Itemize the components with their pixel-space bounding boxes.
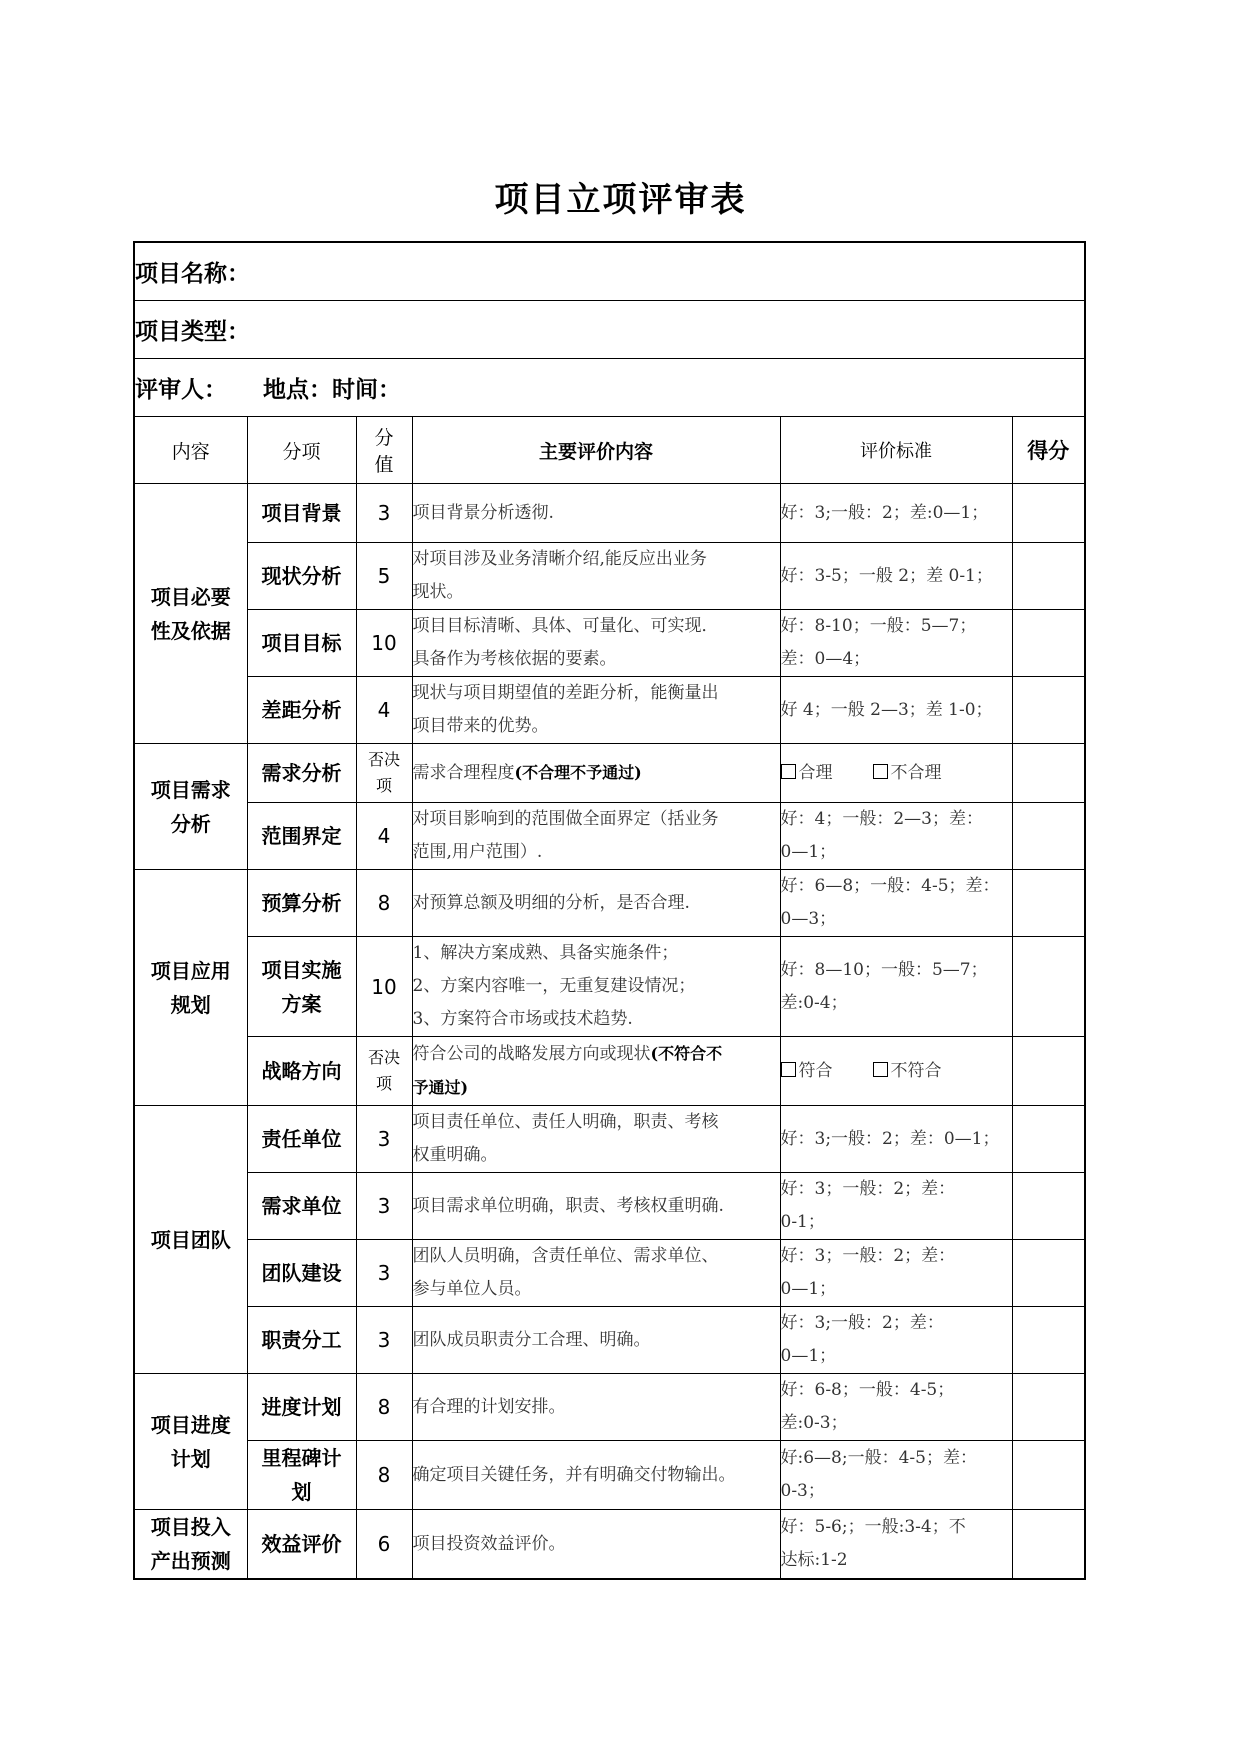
- category-cell: [134, 744, 247, 870]
- score-input-cell[interactable]: [1012, 937, 1085, 1037]
- checkbox-option[interactable]: [873, 1055, 942, 1088]
- main-content-text: 项目需求单位明确，职责、考核权重明确.: [412, 1195, 724, 1216]
- checkbox-option[interactable]: [873, 757, 942, 790]
- value-label: 3: [377, 1127, 391, 1151]
- main-content-text: 3、方案符合市场或技术趋势.: [412, 1009, 633, 1029]
- main-content-text: 符合公司的战略发展方向或现状: [412, 1044, 651, 1064]
- main-content-cell: [412, 744, 780, 803]
- criteria-row: [134, 1106, 1085, 1173]
- item-label: 项目实施: [261, 957, 342, 982]
- criteria-text: 好：8-10；一般：5—7；: [780, 616, 977, 636]
- score-input-cell[interactable]: [1012, 1510, 1085, 1580]
- criteria-text: 好：4；一般：2—3；差：: [780, 809, 983, 829]
- item-label: 职责分工: [261, 1328, 342, 1352]
- main-content-text: 现状。: [412, 582, 464, 602]
- value-label: 10: [371, 974, 397, 999]
- main-content-text: 具备作为考核依据的要素。: [412, 649, 617, 669]
- category-label: 项目进度: [150, 1412, 231, 1437]
- criteria-cell: [780, 484, 1012, 543]
- item-cell: [247, 1240, 356, 1307]
- criteria-row: [134, 1374, 1085, 1441]
- value-cell: [356, 870, 412, 937]
- score-input-cell[interactable]: [1012, 677, 1085, 744]
- main-content-text: 项目投资效益评价。: [412, 1533, 566, 1554]
- criteria-cell: [780, 870, 1012, 937]
- category-label: 项目团队: [150, 1227, 231, 1252]
- item-cell: [247, 543, 356, 610]
- item-cell: [247, 1106, 356, 1173]
- category-label: 项目必要: [150, 584, 231, 609]
- criteria-cell: [780, 1106, 1012, 1173]
- score-input-cell[interactable]: [1012, 1037, 1085, 1106]
- criteria-cell: [780, 1307, 1012, 1374]
- main-content-cell: [412, 1307, 780, 1374]
- score-input-cell[interactable]: [1012, 1441, 1085, 1510]
- item-label: 方案: [281, 991, 322, 1016]
- score-input-cell[interactable]: [1012, 1173, 1085, 1240]
- project-name-field[interactable]: 项目名称：: [134, 242, 1085, 301]
- item-label: 需求分析: [261, 761, 342, 785]
- main-content-text: 对预算总额及明细的分析，是否合理.: [412, 892, 690, 913]
- value-label: 项: [375, 776, 392, 795]
- item-label: 项目目标: [261, 631, 342, 655]
- criteria-text: 好:6—8;一般：4-5；差：: [780, 1448, 977, 1468]
- criteria-cell: [780, 1441, 1012, 1510]
- item-cell: [247, 803, 356, 870]
- category-label: 项目应用: [150, 958, 231, 983]
- criteria-row: [134, 937, 1085, 1037]
- value-cell: [356, 1441, 412, 1510]
- value-cell: [356, 803, 412, 870]
- main-content-cell: [412, 1037, 780, 1106]
- item-cell: [247, 1173, 356, 1240]
- criteria-text: 0—1；: [780, 842, 837, 862]
- score-input-cell[interactable]: [1012, 1106, 1085, 1173]
- criteria-text: 好：6—8；一般：4-5；差：: [780, 876, 1000, 896]
- criteria-row: [134, 543, 1085, 610]
- checkbox-icon[interactable]: [873, 764, 888, 779]
- column-header-content: 内容: [134, 417, 247, 484]
- criteria-text: 好：5-6;；一般:3-4；不: [780, 1517, 966, 1537]
- main-content-cell: [412, 610, 780, 677]
- reviewer-field[interactable]: 评审人：: [135, 377, 227, 403]
- criteria-text: 差:0-4；: [780, 992, 848, 1013]
- value-cell: [356, 937, 412, 1037]
- value-label: 8: [377, 891, 391, 915]
- item-label: 责任单位: [261, 1127, 342, 1151]
- category-label: 产出预测: [150, 1549, 231, 1573]
- column-header-main-content: 主要评价内容: [412, 417, 780, 484]
- item-label: 范围界定: [261, 824, 342, 848]
- value-cell: [356, 1374, 412, 1441]
- time-field[interactable]: 时间：: [332, 377, 401, 403]
- category-label: 项目需求: [150, 777, 231, 802]
- item-label: 战略方向: [261, 1059, 342, 1083]
- main-content-cell: [412, 1240, 780, 1307]
- value-cell: [356, 1106, 412, 1173]
- checkbox-label: 不符合: [890, 1060, 942, 1081]
- value-cell: [356, 1037, 412, 1106]
- criteria-cell: [780, 1240, 1012, 1307]
- value-cell: [356, 677, 412, 744]
- veto-note: (不合理不予通过): [514, 763, 642, 782]
- value-cell: [356, 744, 412, 803]
- criteria-row: [134, 1240, 1085, 1307]
- criteria-text: 0—1；: [780, 1346, 837, 1366]
- item-label: 划: [291, 1480, 312, 1504]
- value-cell: [356, 610, 412, 677]
- column-header-value: [356, 417, 412, 484]
- category-label: 计划: [170, 1446, 211, 1471]
- category-label: 规划: [170, 992, 211, 1017]
- value-cell: [356, 1510, 412, 1580]
- score-input-cell[interactable]: [1012, 484, 1085, 543]
- item-label: 进度计划: [261, 1395, 342, 1419]
- main-content-cell: [412, 1374, 780, 1441]
- value-cell: [356, 484, 412, 543]
- category-label: 项目投入: [150, 1515, 231, 1539]
- item-cell: [247, 610, 356, 677]
- value-label: 否决: [367, 1048, 400, 1067]
- criteria-cell: [780, 1173, 1012, 1240]
- value-label: 5: [377, 564, 391, 588]
- criteria-text: 好：3；一般：2；差：: [780, 1179, 956, 1199]
- item-cell: [247, 1510, 356, 1580]
- item-label: 预算分析: [261, 891, 342, 915]
- criteria-text: 好：3;一般：2；差：: [780, 1313, 944, 1333]
- score-input-cell[interactable]: [1012, 1240, 1085, 1307]
- item-cell: [247, 677, 356, 744]
- value-label: 否决: [367, 750, 400, 769]
- main-content-text: 对项目涉及业务清晰介绍,能反应出业务: [412, 549, 707, 569]
- item-label: 里程碑计: [261, 1446, 342, 1470]
- main-content-text: 项目目标清晰、具体、可量化、可实现．: [412, 616, 719, 636]
- project-type-field[interactable]: 项目类型：: [134, 301, 1085, 359]
- checkbox-icon[interactable]: [781, 764, 796, 779]
- main-content-text: 2、方案内容唯一，无重复建设情况；: [412, 976, 696, 996]
- main-content-text: 项目带来的优势。: [412, 716, 549, 736]
- value-cell: [356, 1240, 412, 1307]
- criteria-cell: [780, 1510, 1012, 1580]
- value-label: 项: [375, 1074, 392, 1093]
- value-label: 3: [377, 1328, 391, 1352]
- criteria-row: [134, 1441, 1085, 1510]
- item-cell: [247, 744, 356, 803]
- reviewer-row: [134, 359, 1085, 417]
- criteria-cell: [780, 1374, 1012, 1441]
- item-label: 效益评价: [261, 1532, 342, 1556]
- criteria-text: 0—3；: [780, 909, 837, 929]
- score-input-cell[interactable]: [1012, 744, 1085, 803]
- item-label: 项目背景: [261, 501, 342, 525]
- category-cell: [134, 484, 247, 744]
- value-label: 3: [377, 1194, 391, 1218]
- veto-note: 予通过): [412, 1078, 469, 1097]
- veto-note: (不符合不: [650, 1044, 723, 1063]
- criteria-text: 好：8—10；一般：5—7；: [780, 959, 988, 980]
- main-content-text: 对项目影响到的范围做全面界定（括业务: [412, 809, 719, 829]
- criteria-cell: [780, 803, 1012, 870]
- item-cell: [247, 1441, 356, 1510]
- item-cell: [247, 1374, 356, 1441]
- item-label: 差距分析: [261, 698, 342, 722]
- main-content-cell: [412, 1510, 780, 1580]
- criteria-text: 好：3;一般：2；差：0—1；: [780, 1128, 1000, 1149]
- criteria-row: [134, 803, 1085, 870]
- value-label: 3: [377, 1261, 391, 1285]
- item-label: 现状分析: [261, 564, 342, 588]
- main-content-text: 有合理的计划安排。: [412, 1396, 566, 1417]
- criteria-text: 好：6-8；一般：4-5；: [780, 1380, 955, 1400]
- checkbox-label: 符合: [798, 1060, 833, 1081]
- criteria-cell: [780, 1037, 1012, 1106]
- main-content-cell: [412, 937, 780, 1037]
- main-content-cell: [412, 543, 780, 610]
- criteria-row: [134, 870, 1085, 937]
- item-cell: [247, 1307, 356, 1374]
- category-cell: [134, 870, 247, 1106]
- project-name-row: [134, 242, 1085, 301]
- item-label: 团队建设: [261, 1261, 342, 1285]
- criteria-cell: [780, 744, 1012, 803]
- criteria-text: 达标:1-2: [780, 1550, 848, 1570]
- criteria-text: 0-1；: [780, 1212, 825, 1232]
- main-content-cell: [412, 1173, 780, 1240]
- value-label: 4: [377, 824, 391, 848]
- item-cell: [247, 1037, 356, 1106]
- main-content-text: 1、解决方案成熟、具备实施条件；: [412, 943, 679, 963]
- value-label: 8: [377, 1463, 391, 1487]
- main-content-text: 项目背景分析透彻.: [412, 502, 554, 523]
- location-field[interactable]: 地点：: [263, 377, 332, 403]
- main-content-text: 团队人员明确，含责任单位、需求单位、: [412, 1246, 719, 1266]
- column-header-score: 得分: [1012, 417, 1085, 484]
- value-cell: [356, 1173, 412, 1240]
- main-content-cell: [412, 484, 780, 543]
- value-label: 3: [377, 501, 391, 525]
- score-input-cell[interactable]: [1012, 870, 1085, 937]
- value-label: 6: [377, 1532, 391, 1556]
- criteria-cell: [780, 543, 1012, 610]
- score-input-cell[interactable]: [1012, 543, 1085, 610]
- checkbox-label: 合理: [798, 762, 833, 783]
- criteria-row: [134, 1307, 1085, 1374]
- main-content-text: 范围,用户范围）.: [412, 842, 543, 862]
- checkbox-icon[interactable]: [873, 1062, 888, 1077]
- column-header-item: 分项: [247, 417, 356, 484]
- column-header-value-line: 值: [374, 454, 394, 476]
- column-header-criteria: 评价标准: [780, 417, 1012, 484]
- criteria-row: [134, 484, 1085, 543]
- main-content-text: 现状与项目期望值的差距分析，能衡量出: [412, 683, 719, 703]
- item-cell: [247, 870, 356, 937]
- checkbox-option[interactable]: [781, 1055, 833, 1088]
- main-content-cell: [412, 870, 780, 937]
- value-cell: [356, 1307, 412, 1374]
- score-input-cell[interactable]: [1012, 1374, 1085, 1441]
- column-header-row: [134, 417, 1085, 484]
- criteria-row: [134, 1510, 1085, 1580]
- criteria-row: [134, 1173, 1085, 1240]
- main-content-text: 参与单位人员。: [412, 1279, 532, 1299]
- criteria-text: 差:0-3；: [780, 1413, 848, 1433]
- main-content-text: 团队成员职责分工合理、明确。: [412, 1329, 651, 1350]
- criteria-text: 0-3；: [780, 1481, 825, 1501]
- main-content-text: 需求合理程度: [412, 763, 515, 783]
- criteria-cell: [780, 677, 1012, 744]
- category-label: 性及依据: [150, 618, 231, 643]
- category-label: 分析: [170, 811, 211, 836]
- value-label: 8: [377, 1395, 391, 1419]
- criteria-text: 好：3；一般：2；差：: [780, 1246, 956, 1266]
- criteria-text: 好 4；一般 2—3；差 1-0；: [780, 699, 993, 720]
- criteria-text: 好：3;一般：2；差:0—1；: [780, 502, 989, 523]
- checkbox-label: 不合理: [890, 762, 942, 783]
- criteria-row: [134, 744, 1085, 803]
- column-header-value-line: 分: [374, 427, 394, 449]
- main-content-cell: [412, 1106, 780, 1173]
- category-cell: [134, 1374, 247, 1510]
- main-content-cell: [412, 803, 780, 870]
- item-cell: [247, 484, 356, 543]
- checkbox-icon[interactable]: [781, 1062, 796, 1077]
- item-cell: [247, 937, 356, 1037]
- value-cell: [356, 543, 412, 610]
- review-form-table: [133, 241, 1086, 1580]
- main-content-cell: [412, 1441, 780, 1510]
- value-label: 4: [377, 698, 391, 722]
- project-type-row: [134, 301, 1085, 359]
- value-label: 10: [371, 631, 397, 655]
- criteria-cell: [780, 610, 1012, 677]
- score-input-cell[interactable]: [1012, 1307, 1085, 1374]
- main-content-cell: [412, 677, 780, 744]
- score-input-cell[interactable]: [1012, 610, 1085, 677]
- item-label: 需求单位: [261, 1194, 342, 1218]
- main-content-text: 确定项目关键任务，并有明确交付物输出。: [412, 1464, 736, 1485]
- score-input-cell[interactable]: [1012, 803, 1085, 870]
- criteria-text: 差：0—4；: [780, 649, 871, 669]
- checkbox-option[interactable]: [781, 757, 833, 790]
- criteria-text: 0—1；: [780, 1279, 837, 1299]
- criteria-row: [134, 677, 1085, 744]
- criteria-row: [134, 610, 1085, 677]
- criteria-cell: [780, 937, 1012, 1037]
- page-title: 项目立项评审表: [494, 180, 747, 220]
- criteria-row: [134, 1037, 1085, 1106]
- main-content-text: 项目责任单位、责任人明确，职责、考核: [412, 1112, 719, 1132]
- category-cell: [134, 1106, 247, 1374]
- criteria-text: 好：3-5；一般 2；差 0-1；: [780, 565, 993, 586]
- category-cell: [134, 1510, 247, 1580]
- main-content-text: 权重明确。: [412, 1145, 498, 1165]
